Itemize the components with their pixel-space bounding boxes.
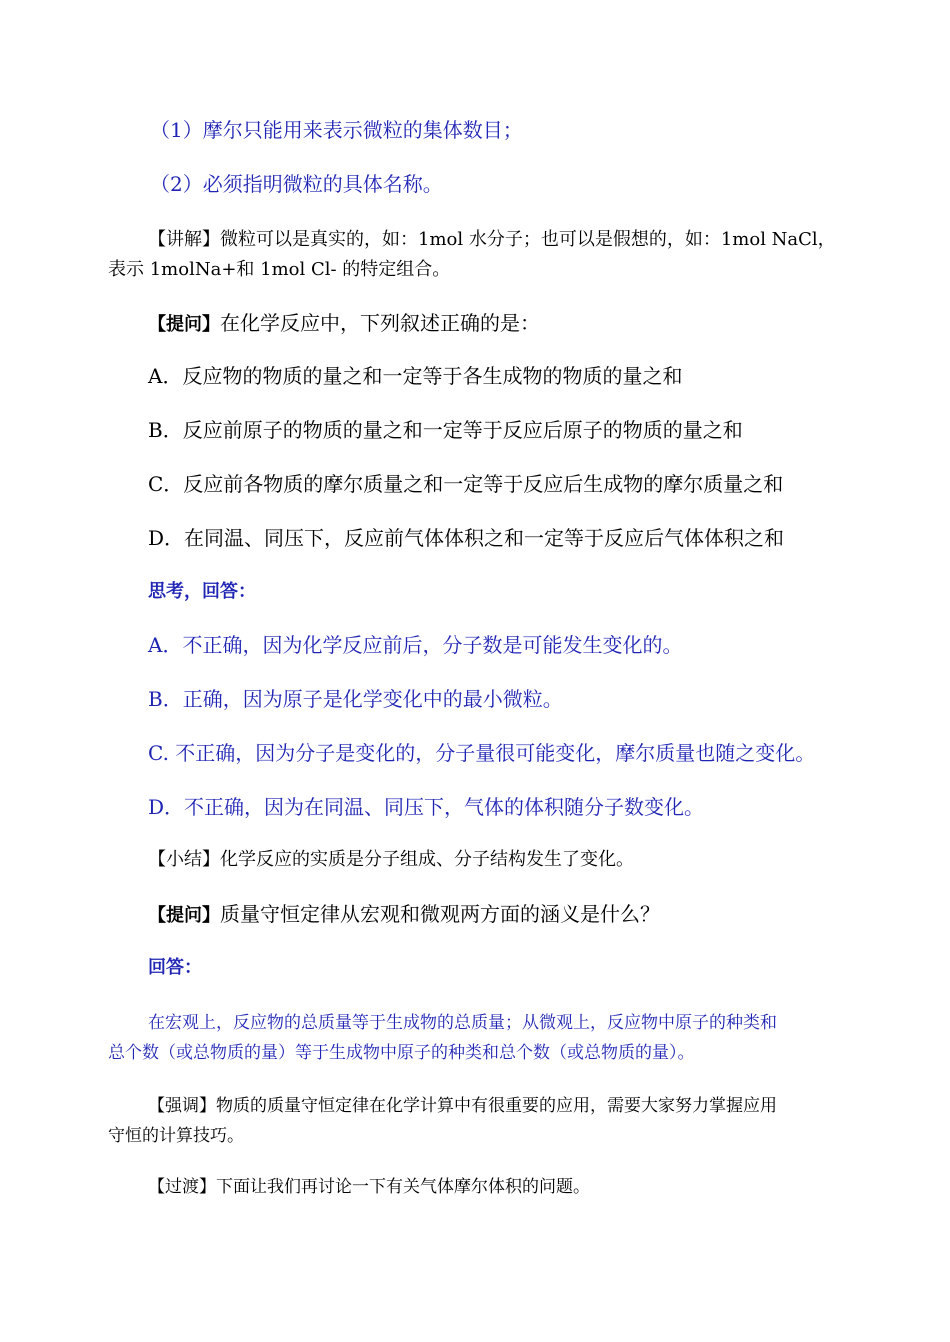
lecture-text-1: 微粒可以是真实的，如：1mol 水分子；也可以是假想的，如：1mol NaCl，: [220, 229, 836, 250]
emphasis-paragraph: [108, 1091, 777, 1151]
option-c: C．反应前各物质的摩尔质量之和一定等于反应后生成物的摩尔质量之和: [148, 472, 784, 496]
question-2-tag: 【提问】: [148, 905, 220, 926]
lecture-text-2: 表示 1molNa+和 1mol Cl- 的特定组合。: [108, 259, 451, 280]
emphasis-text-2: 守恒的计算技巧。: [108, 1126, 244, 1146]
question-1-tag: 【提问】: [148, 314, 220, 335]
answer-d: D．不正确，因为在同温、同压下，气体的体积随分子数变化。: [148, 795, 705, 819]
answer-paragraph: [108, 1008, 777, 1068]
emphasis-line-1: [108, 1091, 777, 1121]
summary: [148, 849, 634, 871]
answer-para-line-2: 总个数（或总物质的量）等于生成物中原子的种类和总个数（或总物质的量）。: [108, 1043, 695, 1063]
option-b: B．反应前原子的物质的量之和一定等于反应后原子的物质的量之和: [148, 418, 743, 442]
emphasis-text-1: 物质的质量守恒定律在化学计算中有很重要的应用，需要大家努力掌握应用: [216, 1096, 777, 1116]
question-1: [148, 311, 540, 336]
lecture-tag: 【讲解】: [148, 229, 220, 250]
point-2: （2）必须指明微粒的具体名称。: [150, 172, 443, 196]
summary-tag: 【小结】: [148, 849, 220, 870]
answer-c: C. 不正确，因为分子是变化的，分子量很可能变化，摩尔质量也随之变化。: [148, 741, 816, 765]
transition-tag: 【过渡】: [148, 1177, 216, 1197]
question-2: [148, 902, 660, 927]
transition: [148, 1177, 590, 1197]
transition-text: 下面让我们再讨论一下有关气体摩尔体积的问题。: [216, 1177, 590, 1197]
emphasis-tag: 【强调】: [148, 1096, 216, 1116]
point-1: （1）摩尔只能用来表示微粒的集体数目；: [150, 118, 523, 142]
lecture-line-1: [108, 225, 836, 255]
think-heading: 思考，回答：: [148, 581, 256, 602]
lecture-paragraph: [108, 225, 836, 285]
option-a: A．反应物的物质的量之和一定等于各生成物的物质的量之和: [148, 364, 683, 388]
answer-para-line-1: 在宏观上，反应物的总质量等于生成物的总质量；从微观上，反应物中原子的种类和: [148, 1013, 777, 1033]
answer-b: B．正确，因为原子是化学变化中的最小微粒。: [148, 687, 563, 711]
answer-a: A．不正确，因为化学反应前后，分子数是可能发生变化的。: [148, 633, 683, 657]
question-1-text: 在化学反应中，下列叙述正确的是：: [220, 311, 540, 335]
question-2-text: 质量守恒定律从宏观和微观两方面的涵义是什么？: [220, 902, 660, 926]
answer-heading: 回答：: [148, 957, 202, 978]
option-d: D．在同温、同压下，反应前气体体积之和一定等于反应后气体体积之和: [148, 526, 785, 550]
summary-text: 化学反应的实质是分子组成、分子结构发生了变化。: [220, 849, 634, 870]
